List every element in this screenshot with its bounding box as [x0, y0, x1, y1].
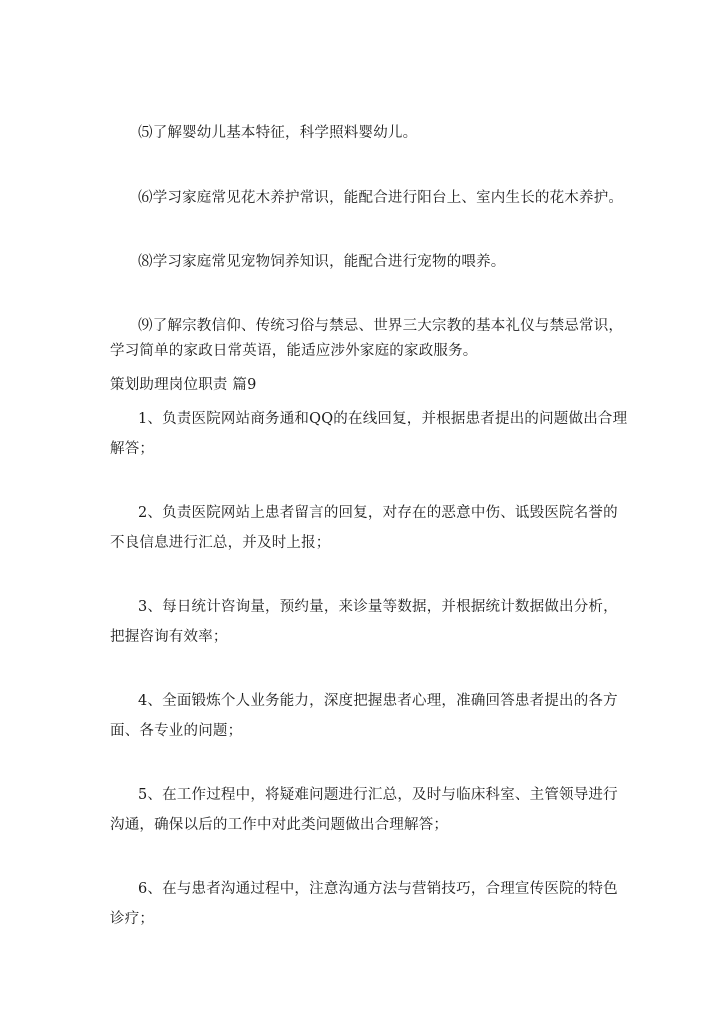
- paragraph-item-8: [138, 247, 506, 277]
- paragraph-line: ⑹学习家庭常见花木养护常识，能配合进行阳台上、室内生长的花木养护。: [138, 190, 624, 206]
- paragraph-line: 4、全面锻炼个人业务能力，深度把握患者心理，准确回答患者提出的各方: [138, 693, 618, 709]
- paragraph-line: 不良信息进行汇总，并及时上报；: [110, 535, 331, 551]
- paragraph-line: 1、负责医院网站商务通和QQ的在线回复，并根据患者提出的问题做出合理: [138, 411, 628, 427]
- paragraph-line: 6、在与患者沟通过程中，注意沟通方法与营销技巧，合理宣传医院的特色: [138, 881, 618, 897]
- paragraph-item-5: [138, 118, 417, 148]
- paragraph-line: 面、各专业的问题；: [110, 723, 243, 739]
- paragraph-line: 把握咨询有效率；: [110, 629, 228, 645]
- duty-item-1: [110, 404, 627, 464]
- duty-item-6: [110, 874, 618, 934]
- paragraph-line: 5、在工作过程中，将疑难问题进行汇总，及时与临床科室、主管领导进行: [138, 787, 618, 803]
- paragraph-line: 解答；: [110, 441, 155, 457]
- duty-item-3: [110, 592, 618, 652]
- section-heading: 策划助理岗位职责 篇9: [110, 377, 257, 393]
- duty-item-2: [110, 498, 618, 558]
- paragraph-line: 2、负责医院网站上患者留言的回复，对存在的恶意中伤、诋毁医院名誉的: [138, 505, 618, 521]
- duty-item-5: [110, 780, 618, 840]
- paragraph-line: ⑸了解婴幼儿基本特征，科学照料婴幼儿。: [138, 125, 418, 141]
- duty-item-4: [110, 686, 618, 746]
- paragraph-line: 3、每日统计咨询量，预约量，来诊量等数据，并根据统计数据做出分析，: [138, 599, 618, 615]
- paragraph-line: 沟通，确保以后的工作中对此类问题做出合理解答；: [110, 817, 449, 833]
- paragraph-item-9: [110, 311, 623, 366]
- paragraph-line: 诊疗；: [110, 911, 155, 927]
- paragraph-line: ⑼了解宗教信仰、传统习俗与禁忌、世界三大宗教的基本礼仪与禁忌常识，: [138, 318, 624, 334]
- paragraph-item-6: [138, 183, 623, 213]
- paragraph-line: ⑻学习家庭常见宠物饲养知识，能配合进行宠物的喂养。: [138, 254, 506, 270]
- paragraph-line: 学习简单的家政日常英语，能适应涉外家庭的家政服务。: [110, 343, 478, 359]
